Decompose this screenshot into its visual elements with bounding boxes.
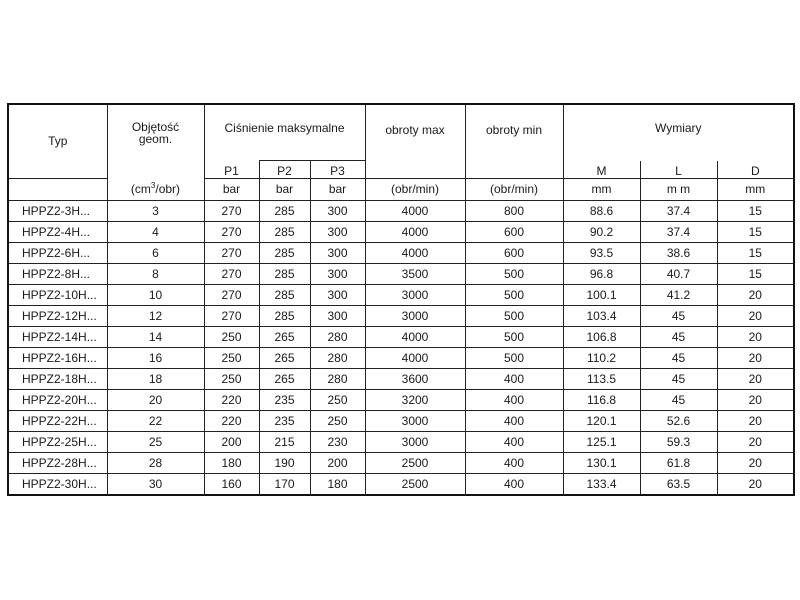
volume-cell: 16	[107, 348, 204, 369]
dim-l-cell: 37.4	[640, 222, 717, 243]
volume-header-line1: Objętość	[131, 120, 180, 134]
table-row	[8, 306, 794, 327]
header-row-units	[8, 179, 794, 201]
p2-cell: 285	[259, 264, 310, 285]
p2-header: P2	[259, 161, 310, 179]
rpm-min-cell: 500	[465, 306, 563, 327]
dim-d-header: D	[717, 161, 794, 179]
dim-d-cell: 20	[717, 348, 794, 369]
p1-header: P1	[204, 161, 259, 179]
rpm-max-cell: 2500	[365, 474, 465, 496]
dimensions-header: Wymiary	[563, 104, 794, 161]
model-cell: HPPZ2-30H...	[8, 474, 107, 496]
rpm-max-header: obroty max	[365, 104, 465, 179]
dim-l-cell: 45	[640, 327, 717, 348]
volume-cell: 6	[107, 243, 204, 264]
p1-cell: 220	[204, 390, 259, 411]
rpm-min-cell: 500	[465, 285, 563, 306]
dim-m-cell: 133.4	[563, 474, 640, 496]
dim-m-cell: 103.4	[563, 306, 640, 327]
dim-d-unit: mm	[717, 179, 794, 201]
volume-cell: 4	[107, 222, 204, 243]
p3-cell: 300	[310, 222, 365, 243]
p3-cell: 300	[310, 243, 365, 264]
rpm-min-cell: 500	[465, 348, 563, 369]
volume-cell: 22	[107, 411, 204, 432]
dim-d-cell: 15	[717, 264, 794, 285]
rpm-min-cell: 400	[465, 432, 563, 453]
rpm-max-cell: 2500	[365, 453, 465, 474]
rpm-max-cell: 3600	[365, 369, 465, 390]
rpm-max-cell: 3000	[365, 306, 465, 327]
dim-l-header: L	[640, 161, 717, 179]
model-cell: HPPZ2-20H...	[8, 390, 107, 411]
p1-cell: 270	[204, 285, 259, 306]
p2-cell: 285	[259, 222, 310, 243]
p2-cell: 265	[259, 327, 310, 348]
dim-l-cell: 38.6	[640, 243, 717, 264]
rpm-max-cell: 3000	[365, 432, 465, 453]
dim-l-cell: 45	[640, 369, 717, 390]
rpm-max-cell: 3000	[365, 285, 465, 306]
p1-cell: 270	[204, 201, 259, 222]
type-header: Typ	[8, 104, 107, 179]
rpm-min-cell: 400	[465, 390, 563, 411]
p3-cell: 250	[310, 390, 365, 411]
p2-cell: 235	[259, 411, 310, 432]
p3-cell: 180	[310, 474, 365, 496]
dim-m-cell: 120.1	[563, 411, 640, 432]
dim-m-cell: 100.1	[563, 285, 640, 306]
volume-cell: 28	[107, 453, 204, 474]
dim-d-cell: 20	[717, 306, 794, 327]
dim-d-cell: 15	[717, 222, 794, 243]
p1-cell: 180	[204, 453, 259, 474]
p1-cell: 250	[204, 327, 259, 348]
rpm-min-cell: 500	[465, 264, 563, 285]
p3-header: P3	[310, 161, 365, 179]
model-cell: HPPZ2-18H...	[8, 369, 107, 390]
model-cell: HPPZ2-3H...	[8, 201, 107, 222]
dim-m-cell: 90.2	[563, 222, 640, 243]
volume-unit-sup: 3	[150, 180, 156, 190]
rpm-max-cell: 3500	[365, 264, 465, 285]
rpm-min-header: obroty min	[465, 104, 563, 179]
table-row	[8, 432, 794, 453]
volume-cell: 30	[107, 474, 204, 496]
dim-d-cell: 20	[717, 285, 794, 306]
p3-cell: 200	[310, 453, 365, 474]
dim-l-unit: m m	[640, 179, 717, 201]
p1-cell: 160	[204, 474, 259, 496]
volume-cell: 10	[107, 285, 204, 306]
dim-l-cell: 52.6	[640, 411, 717, 432]
rpm-min-cell: 400	[465, 411, 563, 432]
dim-m-cell: 116.8	[563, 390, 640, 411]
p3-cell: 300	[310, 264, 365, 285]
p1-cell: 270	[204, 306, 259, 327]
table-row	[8, 201, 794, 222]
dim-m-cell: 125.1	[563, 432, 640, 453]
volume-unit	[107, 179, 204, 201]
volume-header-line2: geom.	[138, 132, 173, 146]
rpm-max-unit: (obr/min)	[365, 179, 465, 201]
model-cell: HPPZ2-22H...	[8, 411, 107, 432]
dim-d-cell: 20	[717, 411, 794, 432]
model-cell: HPPZ2-16H...	[8, 348, 107, 369]
p3-unit: bar	[310, 179, 365, 201]
dim-l-cell: 45	[640, 306, 717, 327]
dim-d-cell: 20	[717, 369, 794, 390]
rpm-max-cell: 4000	[365, 201, 465, 222]
p2-unit: bar	[259, 179, 310, 201]
p1-cell: 270	[204, 222, 259, 243]
volume-cell: 25	[107, 432, 204, 453]
p1-cell: 270	[204, 264, 259, 285]
dim-l-cell: 37.4	[640, 201, 717, 222]
rpm-max-cell: 4000	[365, 243, 465, 264]
volume-unit-post: /obr)	[155, 181, 181, 196]
rpm-min-cell: 800	[465, 201, 563, 222]
p2-cell: 170	[259, 474, 310, 496]
p3-cell: 250	[310, 411, 365, 432]
dim-l-cell: 61.8	[640, 453, 717, 474]
p1-cell: 200	[204, 432, 259, 453]
dim-m-cell: 96.8	[563, 264, 640, 285]
dim-d-cell: 20	[717, 474, 794, 496]
pump-spec-table	[7, 103, 795, 496]
dim-l-cell: 63.5	[640, 474, 717, 496]
rpm-min-cell: 400	[465, 474, 563, 496]
dim-m-unit: mm	[563, 179, 640, 201]
pressure-header: Ciśnienie maksymalne	[204, 104, 365, 161]
p1-cell: 220	[204, 411, 259, 432]
rpm-max-cell: 4000	[365, 327, 465, 348]
table-row	[8, 327, 794, 348]
dim-m-cell: 130.1	[563, 453, 640, 474]
model-cell: HPPZ2-28H...	[8, 453, 107, 474]
model-cell: HPPZ2-25H...	[8, 432, 107, 453]
rpm-min-cell: 400	[465, 453, 563, 474]
header-row-titles	[8, 104, 794, 161]
p3-cell: 300	[310, 285, 365, 306]
model-cell: HPPZ2-10H...	[8, 285, 107, 306]
dim-d-cell: 20	[717, 453, 794, 474]
p2-cell: 215	[259, 432, 310, 453]
p2-cell: 285	[259, 285, 310, 306]
p3-cell: 280	[310, 348, 365, 369]
p1-unit: bar	[204, 179, 259, 201]
p3-cell: 300	[310, 201, 365, 222]
rpm-min-cell: 600	[465, 243, 563, 264]
p2-cell: 285	[259, 201, 310, 222]
dim-m-cell: 93.5	[563, 243, 640, 264]
table-row	[8, 348, 794, 369]
rpm-min-unit: (obr/min)	[465, 179, 563, 201]
table-row	[8, 453, 794, 474]
dim-m-cell: 88.6	[563, 201, 640, 222]
p2-cell: 235	[259, 390, 310, 411]
dim-m-header: M	[563, 161, 640, 179]
rpm-min-cell: 400	[465, 369, 563, 390]
model-cell: HPPZ2-8H...	[8, 264, 107, 285]
dim-l-cell: 59.3	[640, 432, 717, 453]
dim-d-cell: 15	[717, 243, 794, 264]
table-row	[8, 285, 794, 306]
dim-l-cell: 45	[640, 390, 717, 411]
volume-header	[107, 104, 204, 179]
volume-cell: 8	[107, 264, 204, 285]
dim-d-cell: 20	[717, 327, 794, 348]
table-row	[8, 390, 794, 411]
p2-cell: 190	[259, 453, 310, 474]
dim-l-cell: 40.7	[640, 264, 717, 285]
type-unit-cell	[8, 179, 107, 201]
dim-d-cell: 15	[717, 201, 794, 222]
rpm-max-cell: 3000	[365, 411, 465, 432]
rpm-max-cell: 3200	[365, 390, 465, 411]
rpm-min-cell: 500	[465, 327, 563, 348]
p3-cell: 230	[310, 432, 365, 453]
dim-m-cell: 110.2	[563, 348, 640, 369]
volume-cell: 14	[107, 327, 204, 348]
volume-cell: 20	[107, 390, 204, 411]
p1-cell: 250	[204, 369, 259, 390]
volume-cell: 12	[107, 306, 204, 327]
dim-l-cell: 45	[640, 348, 717, 369]
p3-cell: 280	[310, 327, 365, 348]
rpm-min-cell: 600	[465, 222, 563, 243]
dim-d-cell: 20	[717, 432, 794, 453]
table-row	[8, 369, 794, 390]
p3-cell: 280	[310, 369, 365, 390]
dim-l-cell: 41.2	[640, 285, 717, 306]
table-body	[8, 201, 794, 496]
p3-cell: 300	[310, 306, 365, 327]
p2-cell: 285	[259, 243, 310, 264]
model-cell: HPPZ2-14H...	[8, 327, 107, 348]
dim-m-cell: 113.5	[563, 369, 640, 390]
volume-cell: 18	[107, 369, 204, 390]
rpm-max-cell: 4000	[365, 222, 465, 243]
table-row	[8, 411, 794, 432]
p2-cell: 285	[259, 306, 310, 327]
volume-unit-pre: (cm	[130, 181, 151, 196]
table-row	[8, 264, 794, 285]
model-cell: HPPZ2-4H...	[8, 222, 107, 243]
volume-cell: 3	[107, 201, 204, 222]
p2-cell: 265	[259, 369, 310, 390]
dim-d-cell: 20	[717, 390, 794, 411]
model-cell: HPPZ2-6H...	[8, 243, 107, 264]
p1-cell: 250	[204, 348, 259, 369]
rpm-max-cell: 4000	[365, 348, 465, 369]
model-cell: HPPZ2-12H...	[8, 306, 107, 327]
p2-cell: 265	[259, 348, 310, 369]
p1-cell: 270	[204, 243, 259, 264]
table-row	[8, 243, 794, 264]
table-row	[8, 474, 794, 496]
table-row	[8, 222, 794, 243]
dim-m-cell: 106.8	[563, 327, 640, 348]
